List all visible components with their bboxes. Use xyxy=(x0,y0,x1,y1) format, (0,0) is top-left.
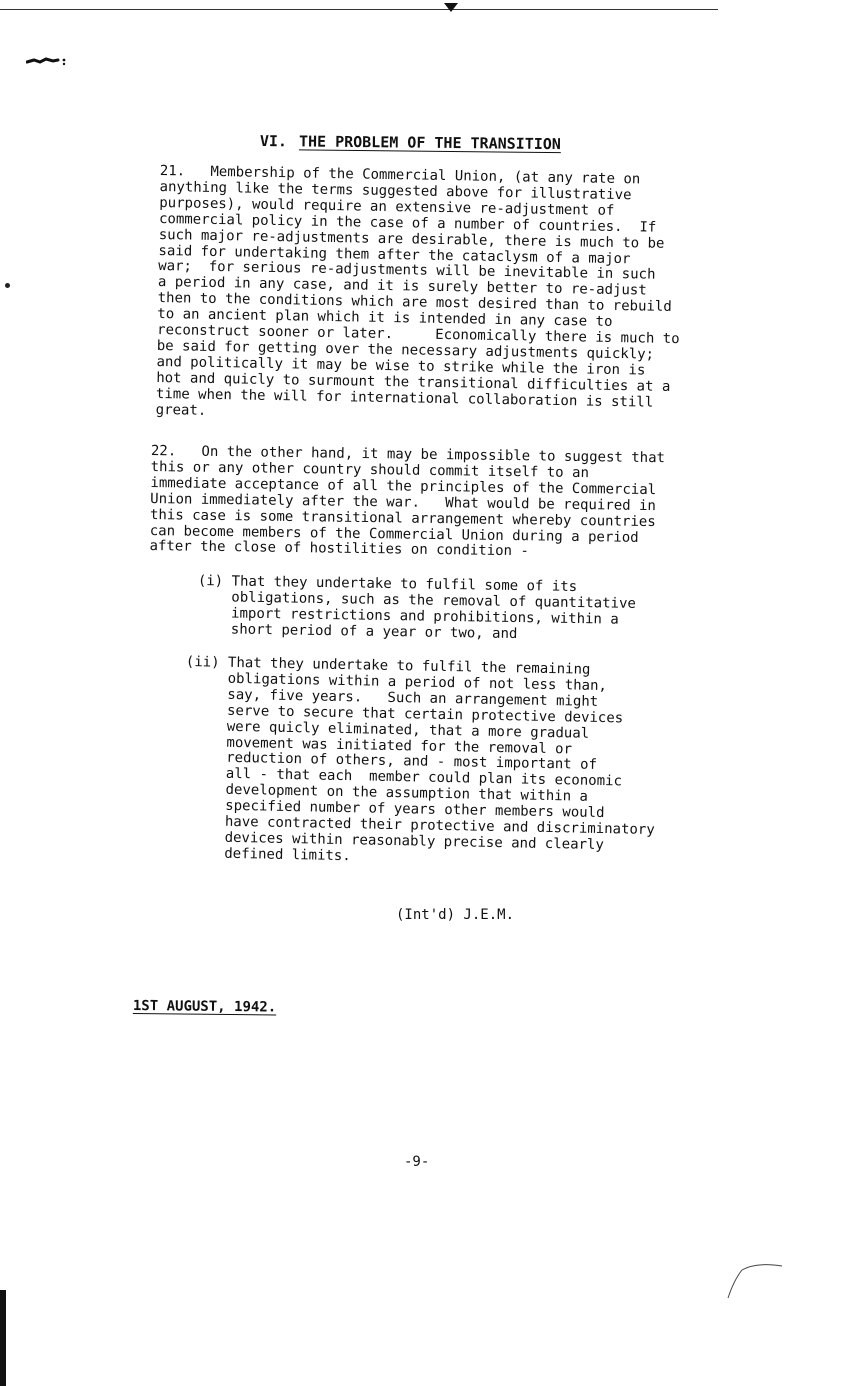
scan-edge-bar xyxy=(0,1290,6,1386)
condition-ii: (ii) That they undertake to fulfil the remaining obligations within a period of not less than, say, five years. Such an arrangement might serve to secure that certain protective devices were quicly eliminated, that a more gradual movement was initiated for the removal or reduction of others, and - most important of all - that each member could plan its economic development on the assumption that within a specified number of years other members would have contracted their protective and discriminatory devices within reasonably precise and clearly defined limits. xyxy=(182,654,655,865)
paragraph-22: 22. On the other hand, it may be impossible to suggest that this or any other country should commit itself to an immediate acceptance of all the principles of the Commercial Union immediately after the war. What would be required in this case is some transitional arrangement whereby countries can become members of the Commercial Union during a period after the close of hostilities on condition - xyxy=(149,443,666,560)
margin-dot xyxy=(5,283,10,288)
document-date: 1ST AUGUST, 1942. xyxy=(132,998,277,1016)
section-title: THE PROBLEM OF THE TRANSITION xyxy=(298,132,561,154)
section-number: VI. xyxy=(259,132,288,151)
top-notch-mark xyxy=(444,3,458,12)
condition-i: (i) That they undertake to fulfil some of its obligations, such as the removal of quantitative import restrictions and prohibitions, within a short period of a year or two, and xyxy=(197,573,637,642)
corner-ink-mark xyxy=(26,56,68,66)
section-heading xyxy=(260,132,561,153)
top-margin-rule xyxy=(0,9,718,10)
page-number: -9- xyxy=(404,1154,430,1170)
signature-initials: (Int'd) J.E.M. xyxy=(396,907,515,923)
paragraph-21: 21. Membership of the Commercial Union, (at any rate on anything like the terms suggested above for illustrative purposes), would require an extensive re-adjustment of commercial policy in the case of a number of countries. If such major re-adjustments are desirable, there is much to be said for undertaking them after the cataclysm of a major war; for serious re-adjustments will be inevitable in such a period in any case, and it is surely better to re-adjust then to the conditions which are most desired than to rebuild to an ancient plan which it is intended in any case to reconstruct sooner or later. Economically there is much to be said for getting over the necessary adjustments quickly; and politically it may be wise to strike while the iron is hot and quicly to surmount the transitional difficulties at a time when the will for international collaboration is still great. xyxy=(155,163,680,419)
corner-pen-stroke xyxy=(726,1258,786,1300)
